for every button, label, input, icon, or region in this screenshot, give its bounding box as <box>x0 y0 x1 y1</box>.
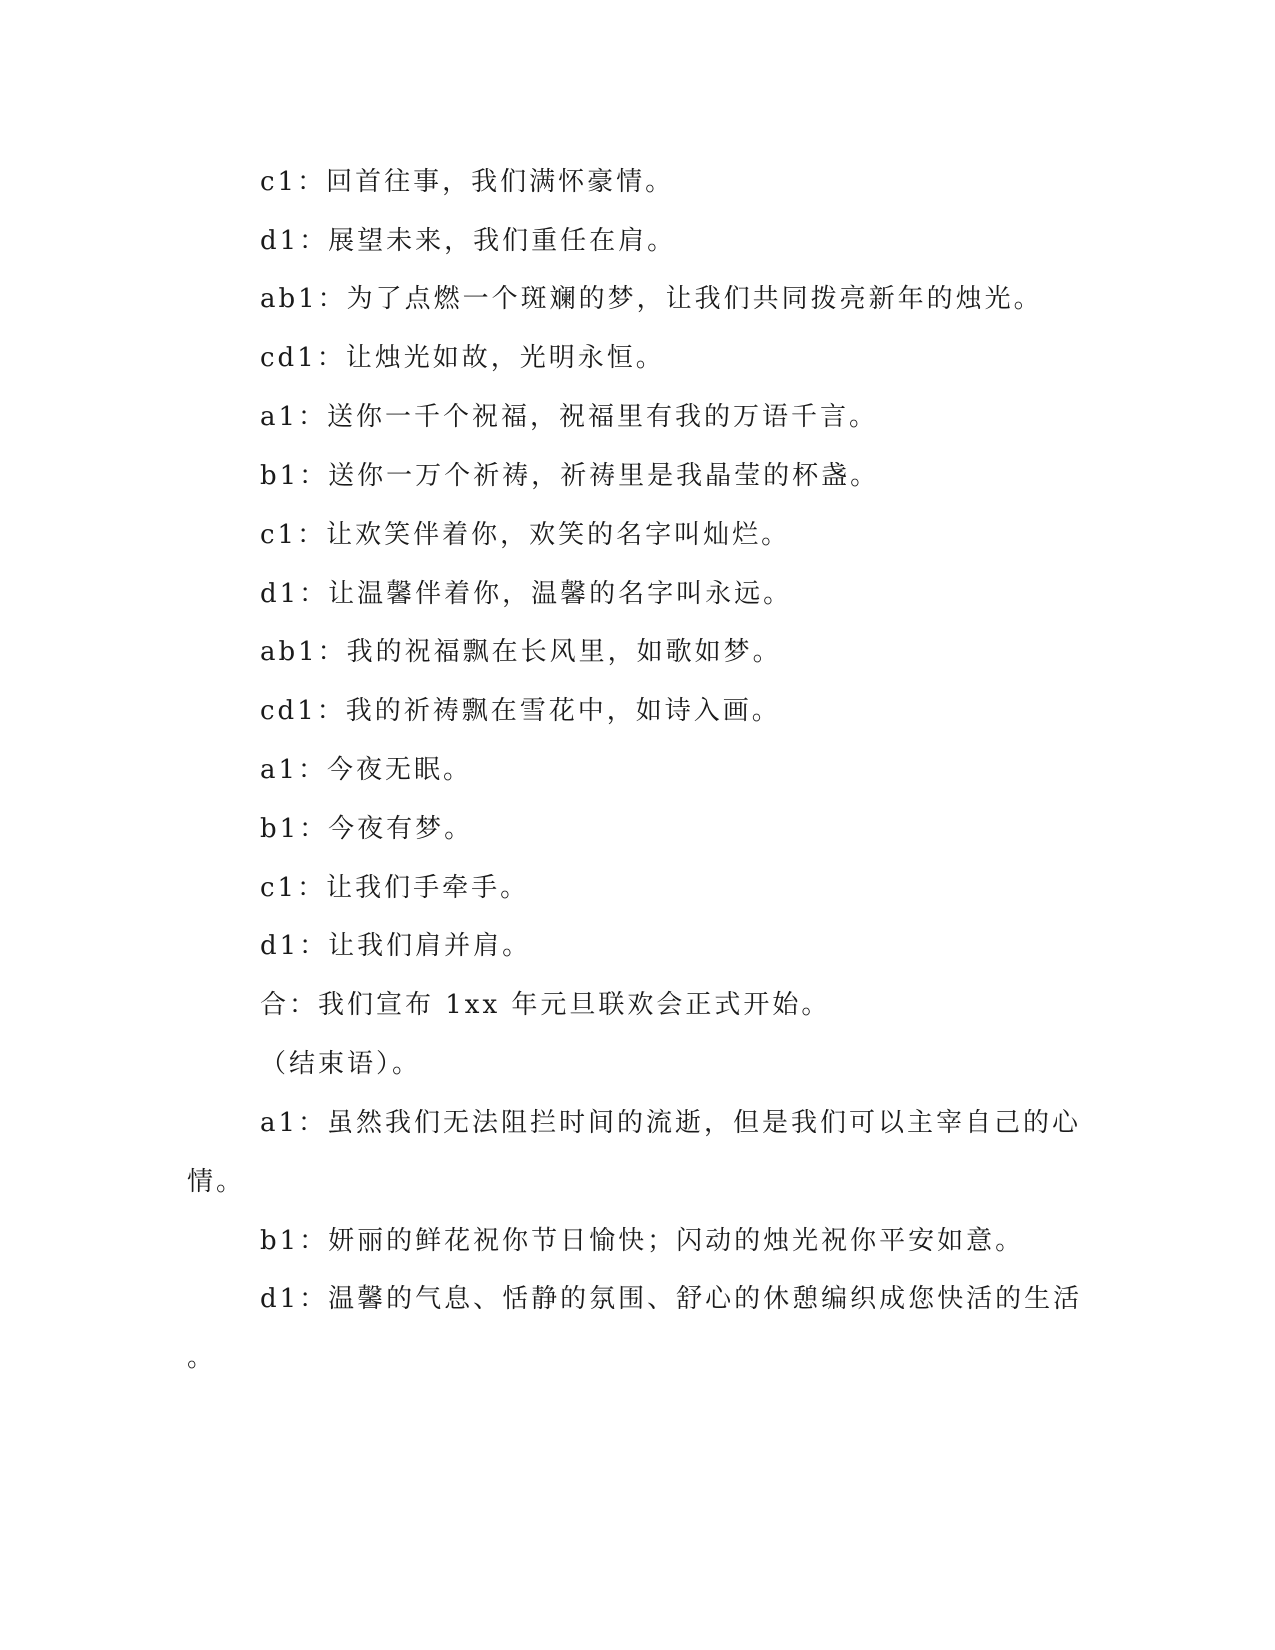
script-line: a1：今夜无眠。 <box>260 755 473 785</box>
script-line: b1：妍丽的鲜花祝你节日愉快；闪动的烛光祝你平安如意。 <box>260 1226 1025 1256</box>
script-line: a1：送你一千个祝福，祝福里有我的万语千言。 <box>260 402 879 432</box>
script-line: 合：我们宣布 1xx 年元旦联欢会正式开始。 <box>260 990 831 1020</box>
script-line: d1：温馨的气息、恬静的氛围、舒心的休憩编织成您快活的生活 <box>260 1284 1083 1314</box>
section-heading: （结束语）。 <box>260 1049 422 1079</box>
script-line: d1：展望未来，我们重任在肩。 <box>260 226 677 256</box>
script-line: b1：送你一万个祈祷，祈祷里是我晶莹的杯盏。 <box>260 461 880 491</box>
script-line: c1：让我们手牵手。 <box>260 873 530 903</box>
script-line: d1：让我们肩并肩。 <box>260 931 532 961</box>
script-line: cd1：我的祈祷飘在雪花中，如诗入画。 <box>260 696 781 726</box>
script-line-continuation: 情。 <box>187 1167 246 1197</box>
script-line: c1：回首往事，我们满怀豪情。 <box>260 167 675 197</box>
script-line: c1：让欢笑伴着你，欢笑的名字叫灿烂。 <box>260 520 791 550</box>
script-line: ab1：为了点燃一个斑斓的梦，让我们共同拨亮新年的烛光。 <box>260 284 1043 314</box>
script-line: b1：今夜有梦。 <box>260 814 474 844</box>
script-line: d1：让温馨伴着你，温馨的名字叫永远。 <box>260 579 793 609</box>
script-line: a1：虽然我们无法阻拦时间的流逝，但是我们可以主宰自己的心 <box>260 1108 1082 1138</box>
script-line-continuation: 。 <box>187 1343 217 1373</box>
script-line: cd1：让烛光如故，光明永恒。 <box>260 343 665 373</box>
script-line: ab1：我的祝福飘在长风里，如歌如梦。 <box>260 637 782 667</box>
